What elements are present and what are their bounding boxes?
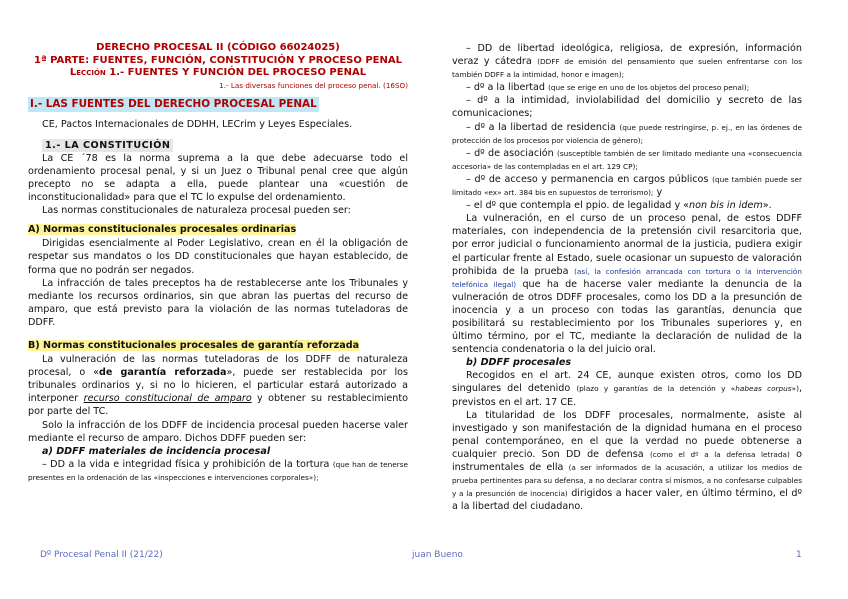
- section-heading-fuentes: I.- LAS FUENTES DEL DERECHO PROCESAL PENAL: [28, 97, 319, 112]
- text-run: dirigidos a hacer valer, en último término, el dº a la libertad del ciudadano.: [452, 488, 802, 513]
- note-run: (que también puede ser limitado «ex» art. 384 bis en supuestos de terrorismo);: [452, 174, 802, 198]
- note-run: (a ser informados de la acusación, a utilizar los medios de prueba pertinentes para su defensa, a no declarar contra sí mismos, a no confesarse culpables y a la presunción de inocencia): [452, 463, 802, 499]
- lesson-subreference: 1.- Las diversas funciones del proceso penal. (16SO): [219, 80, 408, 90]
- item-legalidad: [452, 199, 802, 212]
- text-run: – dº a la libertad: [466, 82, 549, 94]
- heading-ddff-procesales: [452, 356, 802, 369]
- heading-garantia-reforzada: B) Normas constitucionales procesales de garantía reforzada: [28, 340, 360, 351]
- part-title: 1ª PARTE: FUENTES, FUNCIÓN, CONSTITUCIÓN Y PROCESO PENAL: [34, 54, 402, 66]
- text-run: ».: [762, 200, 772, 212]
- paragraph-garantia-2: Solo la infracción de los DDFF de incidencia procesal pueden hacerse valer mediante el recurso de amparo. Dichos DDFF pueden ser:: [28, 419, 408, 444]
- heading-normas-ordinarias: A) Normas constitucionales procesales ordinarias: [28, 224, 297, 236]
- italic-run: non bis in idem: [689, 200, 763, 212]
- item-cargos-publicos: [452, 173, 802, 199]
- paragraph-garantia-1: [28, 353, 408, 418]
- footer-author: juan Bueno: [412, 550, 463, 560]
- item-asociacion: [452, 147, 802, 173]
- paragraph-vulneracion: [452, 212, 802, 356]
- text-run: que ha de hacerse valer mediante la denuncia de la vulneración de otros DDFF procesales, como los DD a la presunción de inocencia y a un proceso con todas las garantías, denuncia que posibilitará su restablecimiento por los Tribunales superiores y, en último término, por el TC, mediante la declaración de nulidad de la sentencia condenatoria o la del juicio oral.: [452, 278, 802, 356]
- paragraph-ordinarias-2: La infracción de tales preceptos ha de restablecerse ante los Tribunales y mediante los recursos ordinarios, sin que abran las puertas del recurso de amparo, que está previsto para la violación de las normas tuteladoras de DDFF.: [28, 277, 408, 328]
- item-vida-integridad: [28, 458, 408, 484]
- text-run: o instrumentales de ella: [452, 448, 802, 473]
- footer-page-number: 1: [796, 550, 802, 560]
- note-run-blue: (así, la confesión arrancada con tortura o la intervención telefónica ilegal): [452, 266, 802, 289]
- note-run: (que se erige en uno de los objetos del proceso penal);: [548, 83, 750, 93]
- text-run: – dº de acceso y permanencia en cargos públicos: [466, 173, 713, 185]
- text-run: La vulneración, en el curso de un proceso penal, de estos DDFF materiales, con independencia de la pretensión civil resarcitoria que, por error judicial o funcionamiento anormal de la justicia, pudiera exigir el particular frente al Estado, suele ocasionar un supuesto de valoración prohibida de la prueba: [452, 213, 802, 277]
- text-run: », puede ser restablecida por los tribunales ordinarios y, si no lo hicieren, el particular estará autorizado a interponer: [28, 367, 408, 405]
- text-run: – el dº que contempla el ppio. de legalidad y «: [466, 200, 690, 212]
- text-run: y obtener su restablecimiento por parte del TC.: [28, 393, 408, 418]
- lesson-name: FUENTES Y FUNCIÓN DEL PROCESO PENAL: [124, 67, 367, 78]
- paragraph-titularidad: [452, 409, 802, 514]
- item-libertad: [452, 81, 802, 94]
- subheading-constitucion: 1.- LA CONSTITUCIÓN: [42, 139, 173, 152]
- note-run: (como el dº a la defensa letrada): [649, 449, 790, 459]
- note-run: (plazo y garantías de la detención y «: [576, 384, 736, 394]
- paragraph-ce78: La CE ´78 es la norma suprema a la que debe adecuarse todo el ordenamiento procesal penal, y si un Juez o Tribunal penal cree que algún precepto no se adapta a ella, puede plantear una «cuestión de inconstitucionalidad» para que el TC lo expulse del ordenamiento.: [28, 152, 408, 204]
- note-run: (susceptible también de ser limitado mediante una «consecuencia accesoria» de las contempladas en el art. 129 CP);: [452, 148, 802, 171]
- left-column: [28, 42, 408, 484]
- document-title: DERECHO PROCESAL II (CÓDIGO 66024025): [96, 42, 340, 53]
- text-run: – dº a la libertad de residencia: [466, 121, 620, 133]
- italic-run: recurso constitucional de amparo: [83, 393, 252, 405]
- note-run: (que han de tenerse presentes en la ordenación de las «inspecciones e intervenciones corporales»);: [28, 459, 408, 482]
- item-intimidad: – dº a la intimidad, inviolabilidad del domicilio y secreto de las comunicaciones;: [452, 95, 802, 120]
- subheading-a: a) DDFF materiales de incidencia procesal: [42, 445, 271, 457]
- lesson-prefix: Lección 1.-: [69, 67, 125, 78]
- text-run: Recogidos en el art. 24 CE, aunque existen otros, como los DD singulares del detenido: [452, 370, 802, 395]
- paragraph-art24: [452, 369, 802, 408]
- footer-course: Dº Procesal Penal II (21/22): [40, 550, 163, 560]
- sources-summary: CE, Pactos Internacionales de DDHH, LECrim y Leyes Especiales.: [42, 118, 353, 130]
- paragraph-normas-intro: Las normas constitucionales de naturaleza procesal pueden ser:: [42, 205, 351, 217]
- note-run: (que puede restringirse, p. ej., en las órdenes de protección de los procesos por violencia de género);: [452, 122, 802, 145]
- italic-run: habeas corpus: [735, 384, 792, 394]
- right-column: [452, 42, 802, 513]
- note-run: »): [791, 384, 799, 394]
- item-residencia: [452, 121, 802, 147]
- text-run: , previstos en el art. 17 CE.: [452, 383, 802, 408]
- text-run: – DD a la vida e integridad física y prohibición de la tortura: [42, 458, 333, 470]
- bold-run: de garantía reforzada: [98, 367, 227, 379]
- subheading-b: b) DDFF procesales: [466, 357, 572, 369]
- text-run: – DD de libertad ideológica, religiosa, de expresión, información veraz y cátedra: [452, 43, 802, 68]
- text-run: y: [653, 187, 663, 199]
- lesson-title: [28, 67, 408, 80]
- paragraph-ordinarias-1: Dirigidas esencialmente al Poder Legislativo, crean en él la obligación de respetar sus mandatos o los DD constitucionales que hayan establecido, de forma que no podrán ser negados.: [28, 238, 408, 276]
- item-libertad-ideologica: [452, 42, 802, 81]
- text-run: La vulneración de las normas tuteladoras de los DDFF de naturaleza procesal, o «: [28, 354, 408, 379]
- note-run: (DDFF de emisión del pensamiento que suelen enfrentarse con los también DDFF a la intimidad, honor e imagen);: [452, 57, 803, 80]
- heading-ddff-materiales: [28, 445, 408, 458]
- text-run: La titularidad de los DDFF procesales, normalmente, asiste al investigado y son manifestación de la dignidad humana en el proceso penal contemporáneo, en el que la verdad no puede obtenerse a cualquier precio. Son DD de defensa: [452, 409, 802, 460]
- text-run: – dº de asociación: [466, 147, 558, 159]
